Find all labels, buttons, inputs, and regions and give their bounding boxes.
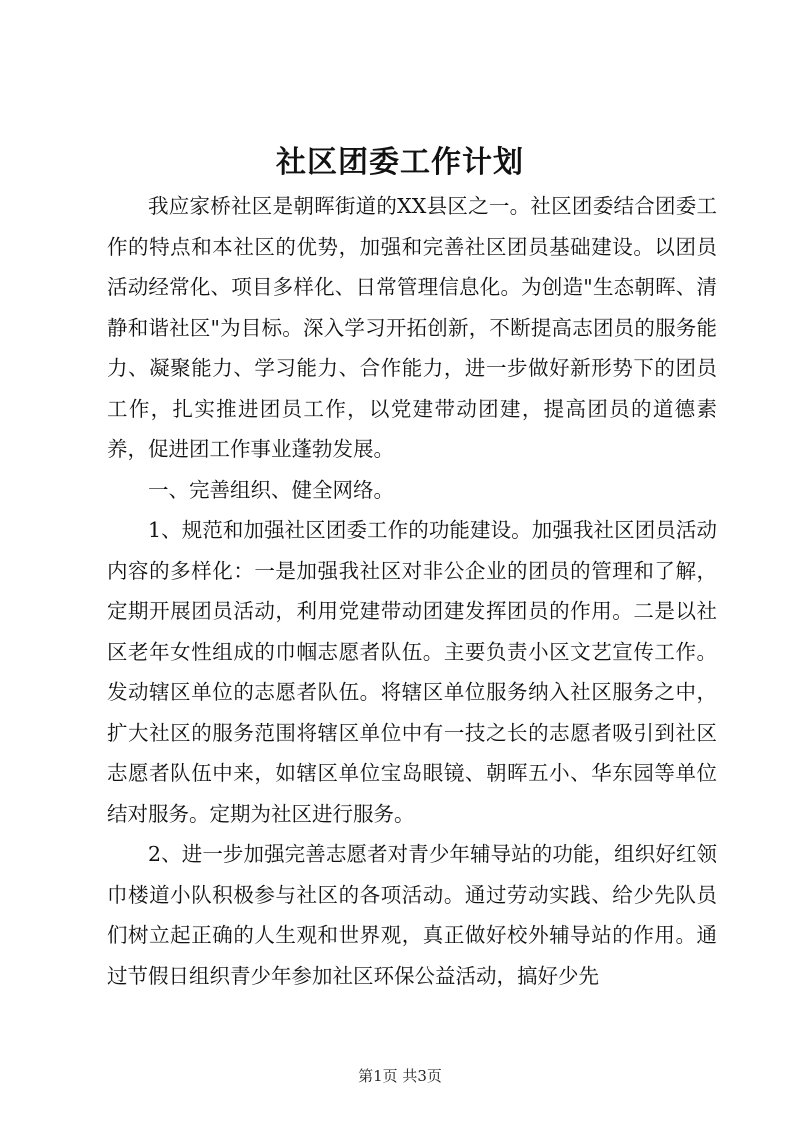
section-heading-1: 一、完善组织、健全网络。 — [148, 477, 394, 502]
paragraph-item-2: 2、进一步加强完善志愿者对青少年辅导站的功能，组织好红领巾楼道小队积极参与社区的各项活动。通过劳动实践、给少先队员们树立起正确的人生观和世界观，真正做好校外辅导站的作用。通过节假日组织青少年参加社区环保公益活动，搞好少先 — [107, 842, 717, 988]
page-title: 社区团委工作计划 — [276, 145, 524, 180]
paragraph-item-1: 1、规范和加强社区团委工作的功能建设。加强我社区团员活动内容的多样化：一是加强我社区对非公企业的团员的管理和了解，定期开展团员活动，利用党建带动团建发挥团员的作用。二是以社区老年女性组成的巾帼志愿者队伍。主要负责小区文艺宣传工作。发动辖区单位的志愿者队伍。将辖区单位服务纳入社区服务之中，扩大社区的服务范围将辖区单位中有一技之长的志愿者吸引到社区志愿者队伍中来，如辖区单位宝岛眼镜、朝晖五小、华东园等单位结对服务。定期为社区进行服务。 — [107, 518, 717, 826]
document-body — [107, 186, 717, 996]
page-footer: 第1页 共3页 — [358, 1067, 442, 1085]
paragraph-intro: 我应家桥社区是朝晖街道的XX县区之一。社区团委结合团委工作的特点和本社区的优势，加强和完善社区团员基础建设。以团员活动经常化、项目多样化、日常管理信息化。为创造"生态朝晖、清静和谐社区"为目标。深入学习开拓创新，不断提高志团员的服务能力、凝聚能力、学习能力、合作能力，进一步做好新形势下的团员工作，扎实推进团员工作，以党建带动团建，提高团员的道德素养，促进团工作事业蓬勃发展。 — [107, 194, 717, 461]
